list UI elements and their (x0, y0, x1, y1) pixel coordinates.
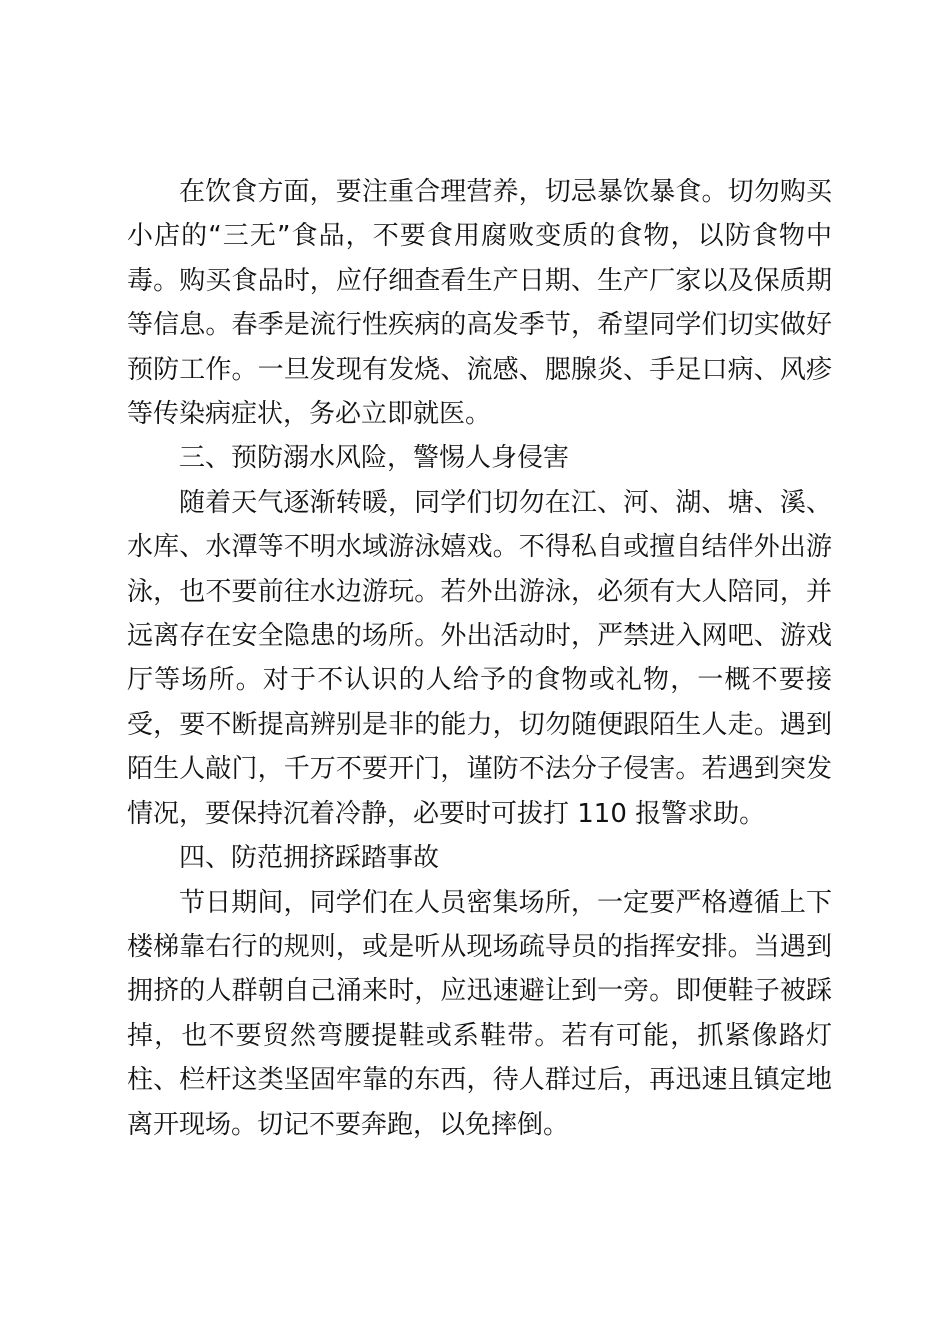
paragraph-drowning-and-personal-safety: 随着天气逐渐转暖，同学们切勿在江、河、湖、塘、溪、水库、水潭等不明水域游泳嬉戏。不得私自或擅自结伴外出游泳，也不要前往水边游玩。若外出游泳，必须有大人陪同，并远离存在安全隐患的场所。外出活动时，严禁进入网吧、游戏厅等场所。对于不认识的人给予的食物或礼物，一概不要接受，要不断提高辨别是非的能力，切勿随便跟陌生人走。遇到陌生人敲门，千万不要开门，谨防不法分子侵害。若遇到突发情况，要保持沉着冷静，必要时可拔打 110 报警求助。 (127, 487, 832, 829)
document-body (127, 170, 832, 1147)
paragraph-stampede-safety: 节日期间，同学们在人员密集场所，一定要严格遵循上下楼梯靠右行的规则，或是听从现场疏导员的指挥安排。当遇到拥挤的人群朝自己涌来时，应迅速避让到一旁。即便鞋子被踩掉，也不要贸然弯腰提鞋或系鞋带。若有可能，抓紧像路灯柱、栏杆这类坚固牢靠的东西，待人群过后，再迅速且镇定地离开现场。切记不要奔跑，以免摔倒。 (127, 887, 832, 1140)
section-heading-drowning-prevention: 三、预防溺水风险，警惕人身侵害 (179, 443, 570, 474)
paragraph-diet-and-disease: 在饮食方面，要注重合理营养，切忌暴饮暴食。切勿购买小店的“三无”食品，不要食用腐败变质的食物，以防食物中毒。购买食品时，应仔细查看生产日期、生产厂家以及保质期等信息。春季是流行性疾病的高发季节，希望同学们切实做好预防工作。一旦发现有发烧、流感、腮腺炎、手足口病、风疹等传染病症状，务必立即就医。 (127, 177, 832, 430)
section-heading-stampede-prevention: 四、防范拥挤踩踏事故 (179, 843, 440, 874)
